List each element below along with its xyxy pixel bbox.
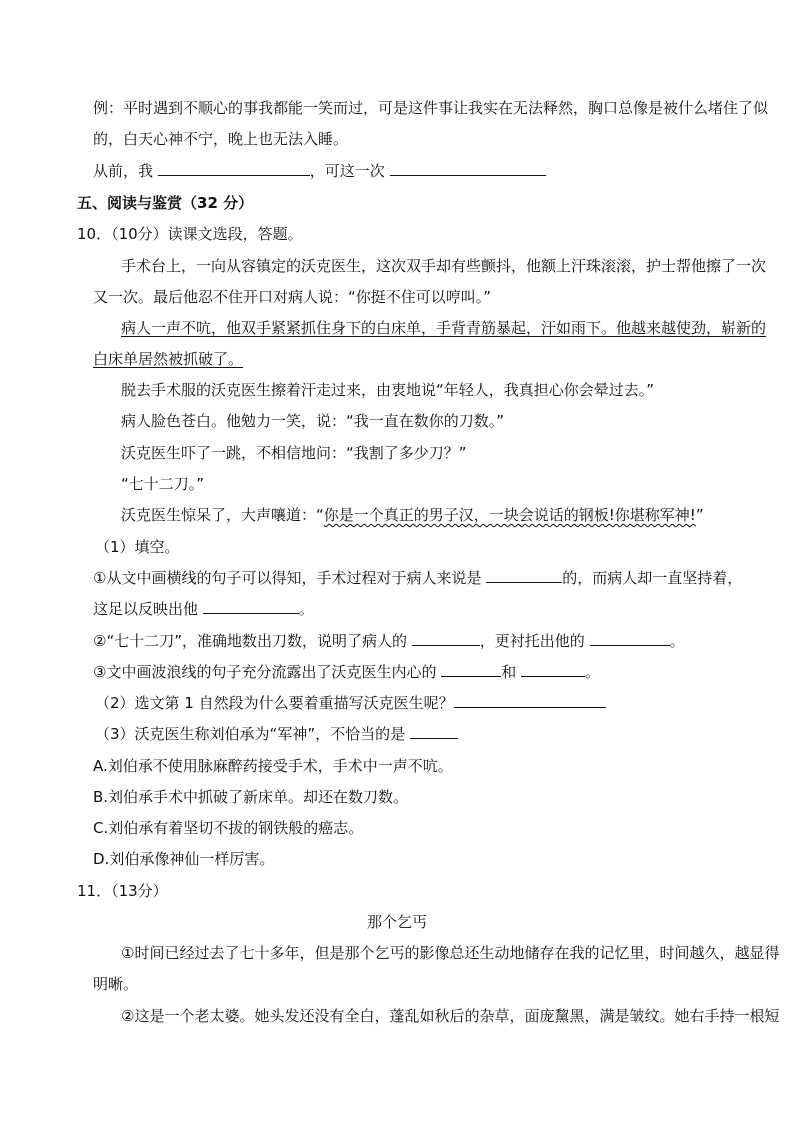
passage-text: 沃克医生惊呆了，大声嚷道：“	[121, 506, 324, 524]
question-10-header: 10．（10分）读课文选段，答题。	[77, 225, 303, 243]
passage-line: ①时间已经过去了七十多年，但是那个乞丐的影像总还生动地储存在我的记忆里，时间越久，越显得	[121, 944, 780, 962]
fill-text: 这足以反映出他	[93, 600, 199, 618]
question-text: （3）沃克医生称刘伯承为“军神”，不恰当的是	[95, 725, 406, 743]
passage-line: “七十二刀。”	[121, 475, 205, 493]
passage-title: 那个乞丐	[366, 913, 427, 931]
passage-line: 手术台上，一向从容镇定的沃克医生，这次双手却有些颤抖，他额上汗珠滚滚，护士帮他擦了一次	[121, 257, 767, 275]
question-text: （2）选文第 1 自然段为什么要着重描写沃克医生呢？	[95, 694, 454, 712]
section-title: 五、阅读与鉴赏（32 分）	[77, 194, 254, 212]
fill-text-a: 从前，我	[93, 162, 154, 180]
answer-blank[interactable]	[390, 161, 546, 176]
fill-text: ②“七十二刀”，准确地数出刀数，说明了病人的	[93, 632, 407, 650]
fill-text: ①从文中画横线的句子可以得知，手术过程对于病人来说是	[93, 569, 482, 587]
answer-blank[interactable]	[410, 724, 458, 739]
fill-text: 。	[669, 632, 685, 650]
option-a: A.刘伯承不使用脉麻醉药接受手术，手术中一声不吭。	[93, 757, 453, 775]
fill-text-b: ，可这一次	[309, 162, 385, 180]
fill-text: 。	[585, 663, 601, 681]
passage-line: ②这是一个老太婆。她头发还没有全白，蓬乱如秋后的杂草，面庞黧黑，满是皱纹。她右手持一根短	[121, 1007, 780, 1025]
fill-text: 。	[298, 600, 314, 618]
answer-blank[interactable]	[441, 662, 501, 677]
wavy-sentence: 你是一个真正的男子汉，一块会说话的钢板!你堪称军神!	[323, 506, 696, 524]
sub-question-1: （1）填空。	[95, 538, 180, 556]
example-line-2: 的，白天心神不宁，晚上也无法入睡。	[93, 130, 349, 148]
fill-item-3	[93, 661, 600, 683]
example-fill-line	[93, 160, 546, 182]
fill-item-2	[93, 630, 685, 652]
fill-text: 的，而病人却一直坚持着，	[562, 569, 743, 587]
passage-text: ”	[695, 506, 704, 524]
answer-blank[interactable]	[521, 662, 585, 677]
fill-text: ③文中画波浪线的句子充分流露出了沃克医生内心的	[93, 663, 437, 681]
answer-blank[interactable]	[158, 161, 310, 176]
answer-blank[interactable]	[590, 631, 670, 646]
answer-blank[interactable]	[486, 568, 562, 583]
passage-line: 明晰。	[93, 975, 139, 993]
option-d: D.刘伯承像神仙一样厉害。	[93, 850, 275, 868]
passage-line	[121, 504, 704, 526]
answer-blank[interactable]	[412, 631, 480, 646]
passage-line: 沃克医生吓了一跳，不相信地问：“我割了多少刀？”	[121, 444, 467, 462]
answer-blank[interactable]	[203, 599, 299, 614]
passage-line: 病人脸色苍白。他勉力一笑，说：“我一直在数你的刀数。”	[121, 412, 505, 430]
option-c: C.刘伯承有着坚切不拔的钢铁般的癌志。	[93, 819, 364, 837]
sub-question-2	[95, 692, 606, 714]
fill-text: 和	[501, 663, 517, 681]
passage-line: 脱去手术服的沃克医生擦着汗走过来，由衷地说“年轻人，我真担心你会晕过去。”	[121, 381, 655, 399]
fill-text: ，更衬托出他的	[479, 632, 585, 650]
fill-item-1-cont	[93, 598, 314, 620]
example-line-1: 例：平时遇到不顺心的事我都能一笑而过，可是这件事让我实在无法释然，胸口总像是被什么堵住了似	[93, 99, 769, 117]
sub-question-3	[95, 723, 458, 745]
fill-item-1	[93, 567, 742, 589]
underlined-sentence: 白床单居然被抓破了。	[93, 350, 244, 368]
underlined-sentence: 病人一声不吭，他双手紧紧抓住身下的白床单，手背青筋暴起，汗如雨下。他越来越使劲，崭新的	[121, 319, 767, 337]
option-b: B.刘伯承手术中抓破了新床单。却还在数刀数。	[93, 788, 409, 806]
answer-blank[interactable]	[454, 693, 606, 708]
passage-line: 又一次。最后他忍不住开口对病人说：“你挺不住可以哼叫。”	[93, 288, 492, 306]
question-11-header: 11．（13分）	[77, 882, 168, 900]
